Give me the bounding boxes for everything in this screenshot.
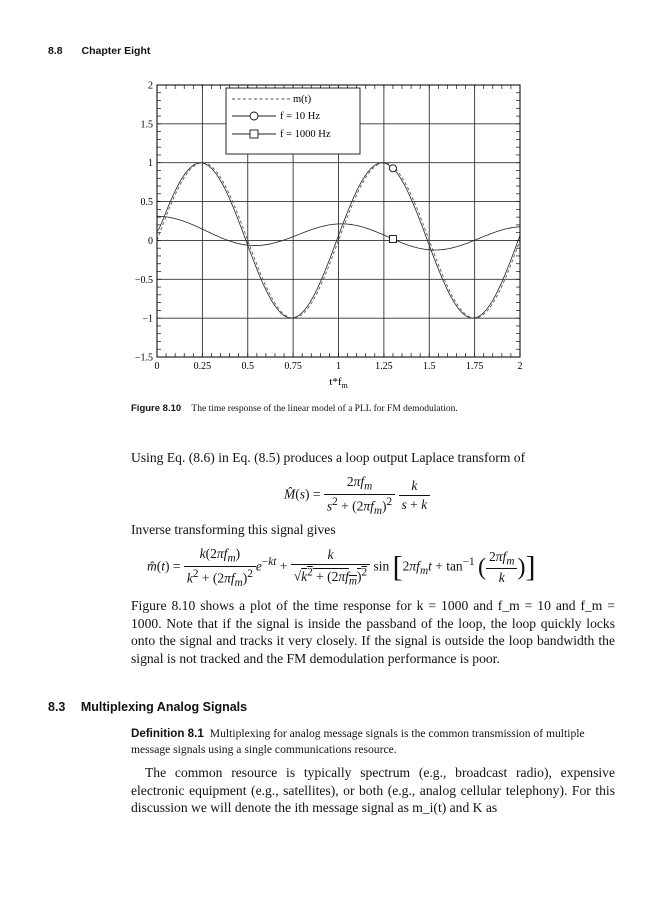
- definition-block: [131, 726, 615, 758]
- legend-marker-circle: [250, 112, 258, 120]
- paragraph-4: The common resource is typically spectrum (e.g., broadcast radio), expensive electronic equipment (e.g., satellites), or both (e.g., analog cellular telephony). For this discussion we will denote the ith message signal as m_i(t) and K as: [131, 765, 615, 815]
- x-tick-label: 1.75: [465, 361, 484, 372]
- chart-legend: [226, 88, 360, 154]
- paragraph-2: Inverse transforming this signal gives: [131, 522, 336, 537]
- chapter-title: Chapter Eight: [81, 45, 151, 57]
- y-tick-label: −1.5: [134, 352, 153, 364]
- definition-text: Multiplexing for analog message signals is the common transmission of multiple message signals using a single communications resource.: [131, 727, 585, 756]
- x-tick-label: 1.5: [423, 361, 436, 372]
- y-tick-label: 0: [148, 235, 153, 247]
- section-heading-title: Multiplexing Analog Signals: [80, 700, 248, 714]
- definition-label: Definition 8.1: [131, 727, 204, 740]
- y-tick-label: −0.5: [134, 274, 153, 286]
- x-tick-label: 0.5: [241, 361, 254, 372]
- legend-marker-square: [250, 130, 258, 138]
- x-tick-label: 1.25: [375, 361, 393, 372]
- legend-label: f = 10 Hz: [280, 111, 321, 122]
- y-tick-label: 0.5: [140, 197, 153, 209]
- section-number: 8.8: [48, 45, 63, 57]
- legend-label: f = 1000 Hz: [280, 129, 331, 140]
- paragraph-3: Figure 8.10 shows a plot of the time response for k = 1000 and f_m = 10 and f_m = 1000. Note that if the signal is inside the passband of the loop, the loop quickly locks onto the signal and tracks it very closely. If the signal is outside the loop bandwidth the signal is not tracked and the FM demodulation performance is poor.: [131, 598, 615, 666]
- x-tick-label: 2: [517, 361, 523, 372]
- x-tick-label: 0: [154, 361, 160, 372]
- figure-caption-text: The time response of the linear model of a PLL for FM demodulation.: [191, 404, 458, 414]
- x-tick-label: 0.25: [193, 361, 212, 372]
- marker-circle: [389, 165, 396, 172]
- paragraph-1: Using Eq. (8.6) in Eq. (8.5) produces a loop output Laplace transform of: [131, 450, 526, 465]
- equation-laplace: M̂(s) = $\frac{2\pi f_m}{s^2 + (2\pi f_m)^2}$ $\frac{k}{s + k}$: [284, 474, 430, 517]
- x-tick-label: 0.75: [284, 361, 302, 372]
- x-tick-label: 1: [336, 361, 341, 372]
- time-response-chart: [0, 0, 664, 420]
- section-heading-number: 8.3: [48, 700, 66, 714]
- section-heading: [48, 700, 247, 714]
- legend-label: m(t): [293, 94, 312, 105]
- x-axis-label-subscript: m: [341, 381, 348, 390]
- equation-time-response: m̂(t) = $\frac{k(2\pi f_m)}{k^2 + (2\pi f_m)^2}$ $e^{-kt}$ + $\frac{k}{√k^2 + (2\pi f_m)^2}$ $\sin [2\pi f_mt + \tan^{-1}$ ( $\frac{2\pi f_m}{k}$ )]: [147, 546, 536, 589]
- figure-label: Figure 8.10: [131, 403, 182, 414]
- y-tick-label: −1: [142, 313, 153, 325]
- marker-square: [389, 236, 396, 243]
- figure-caption: [131, 403, 458, 414]
- y-tick-label: 1: [148, 158, 153, 170]
- x-axis-label: $t*f_m$: [329, 376, 348, 390]
- y-tick-label: 1.5: [140, 119, 153, 131]
- y-tick-label: 2: [148, 80, 153, 92]
